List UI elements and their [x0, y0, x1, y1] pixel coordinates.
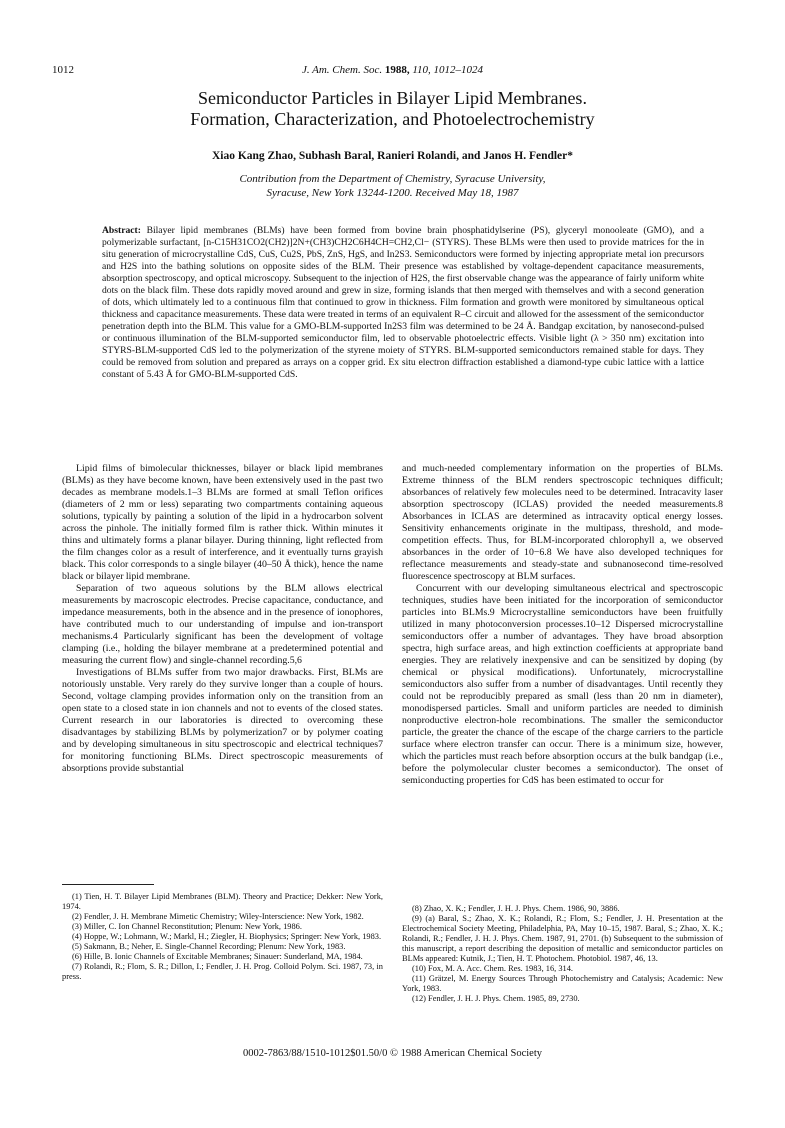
journal-year: 1988, [384, 64, 410, 76]
footnotes-left [62, 892, 383, 982]
article-title [0, 88, 785, 130]
footnote: (11) Grätzel, M. Energy Sources Through Photochemistry and Catalysis; Academic: New York, 1983. [402, 974, 723, 993]
journal-citation [0, 64, 785, 76]
body-paragraph: Lipid films of bimolecular thicknesses, bilayer or black lipid membranes (BLMs) as they have become known, have been extensively used in the past two decades as membrane models.1–3 BLMs are formed at small Teflon orifices (diameters of 2 mm or less) separating two compartments containing aqueous solutions, typically by painting a solution of the lipid in a hydrocarbon solvent across the pinhole. The initially formed film is rather thick. Within minutes it thins and ultimately forms a planar bilayer. During thinning, light reflected from the film changes color as a result of interference, and it eventually turns grayish black. This color corresponds to a single bilayer (40–50 Å thick), hence the name black or bilayer lipid membrane. [62, 463, 383, 582]
affiliation-line-1: Contribution from the Department of Chemistry, Syracuse University, [239, 173, 546, 185]
page-number: 1012 [52, 64, 74, 76]
title-line-2: Formation, Characterization, and Photoelectrochemistry [190, 109, 595, 129]
author-list: Xiao Kang Zhao, Subhash Baral, Ranieri Rolandi, and Janos H. Fendler* [211, 150, 574, 162]
body-paragraph: Concurrent with our developing simultaneous electrical and spectroscopic techniques, studies have been initiated for the incorporation of semiconductor particles into BLMs.9 Microcrystalline semiconductors have been fruitfully utilized in many photoconversion processes.10–12 Dispersed microcrystalline semiconductors offer a number of advantages. They have broad absorption spectra, high surface areas, and high extinction coefficients at appropriate band energies. They are relatively inexpensive and can be sensitized by doping (by chemical or physical modifications). Unfortunately, microcrystalline semiconductors also suffer from a number of disadvantages. Until recently they could not be reproducibly prepared as small (less than 20 nm in diameter), monodispersed particles. Small and uniform particles are needed to diminish nonproductive electron-hole recombinations. The smaller the semiconductor particle, the greater the chance of the escape of the charge carriers to the particle surface where electron transfer can occur. There is a minimum size, however, which the particles must reach before absorption occurs at the bulk bandgap (i.e., before the polymolecular cluster becomes a semiconductor). The onset of semiconducting properties for CdS has been estimated to occur for [402, 583, 723, 786]
footnote: (12) Fendler, J. H. J. Phys. Chem. 1985, 89, 2730. [412, 994, 580, 1003]
footnote: (3) Miller, C. Ion Channel Reconstitution; Plenum: New York, 1986. [72, 922, 302, 931]
footnote-divider [62, 884, 154, 885]
journal-volume-pages: 110, 1012–1024 [412, 64, 484, 76]
footnote: (5) Sakmann, B.; Neher, E. Single-Channel Recording; Plenum: New York, 1983. [72, 942, 346, 951]
footnote: (8) Zhao, X. K.; Fendler, J. H. J. Phys. Chem. 1986, 90, 3886. [412, 904, 620, 913]
footnotes-right [402, 904, 723, 1004]
footnote: (2) Fendler, J. H. Membrane Mimetic Chemistry; Wiley-Interscience: New York, 1982. [72, 912, 364, 921]
affiliation-line-2: Syracuse, New York 13244-1200. Received May 18, 1987 [266, 187, 519, 199]
title-line-1: Semiconductor Particles in Bilayer Lipid Membranes. [198, 88, 587, 108]
body-paragraph: Investigations of BLMs suffer from two major drawbacks. First, BLMs are notoriously unstable. Very rarely do they survive longer than a couple of hours. Second, voltage clamping provides information only on the transition from an open state to a closed state in ion channels and not to events of the closed states. Current research in our laboratories is directed to overcoming these disadvantages by stabilizing BLMs by polymerization7 or by polymer coating and by developing simultaneous in situ spectroscopic and electrical techniques7 for monitoring functioning BLMs. Direct spectroscopic measurements of absorptions provide substantial [62, 667, 383, 774]
footnote: (6) Hille, B. Ionic Channels of Excitable Membranes; Sinauer: Sunderland, MA, 1984. [72, 952, 363, 961]
footnote: (10) Fox, M. A. Acc. Chem. Res. 1983, 16, 314. [412, 964, 573, 973]
abstract [102, 225, 704, 381]
footnote: (7) Rolandi, R.; Flom, S. R.; Dillon, I.; Fendler, J. H. Prog. Colloid Polym. Sci. 1987, 73, in press. [62, 962, 383, 981]
body-column-left [62, 463, 383, 775]
abstract-label: Abstract: [102, 225, 141, 236]
body-paragraph: and much-needed complementary information on the properties of BLMs. Extreme thinness of the BLM renders spectroscopic techniques difficult; absorbances of relatively few molecules need to be determined. Intracavity laser absorption spectroscopy (ICLAS) provided the needed measurements.8 Absorbances in ICLAS are determined as intracavity optical energy losses. Sensitivity enhancements originate in the multipass, threshold, and mode-competition effects. Thus, for BLM-incorporated chlorophyll a, we observed absorbances in the order of 10−6.8 We have also developed techniques for reflectance measurements and steady-state and subnanosecond time-resolved fluorescence spectroscopy at BLM surfaces. [402, 463, 723, 582]
abstract-text: Bilayer lipid membranes (BLMs) have been formed from bovine brain phosphatidylserine (PS), glyceryl monooleate (GMO), and a polymerizable surfactant, [n-C15H31CO2(CH2)]2N+(CH3)CH2C6H4CH=CH2,Cl− (STYRS). These BLMs were then used to provide matrices for the in situ generation of microcrystalline CdS, CuS, Cu2S, PbS, ZnS, HgS, and In2S3. Semiconductors were formed by injecting appropriate metal ion precursors and H2S into the bathing solutions on opposite sides of the BLM. Their presence was established by voltage-dependent capacitance measurements, absorption spectroscopy, and optical microscopy. Subsequent to the injection of H2S, the first observable change was the appearance of fairly uniform white dots on the black film. These dots rapidly moved around and grew in size, forming islands that then merged with themselves and with a second generation of dots, which ultimately led to a continuous film that continued to grow in thickness. Film formation and growth were monitored by simultaneous optical thickness and capacitance measurements. These data were treated in terms of an equivalent R–C circuit and allowed for the assessment of the semiconductor penetration depth into the BLM. This value for a GMO-BLM-supported In2S3 film was determined to be 24 Å. Bandgap excitation, by nanosecond-pulsed or continuous illumination of the BLM-supported semiconductor film, led to observable photoelectric effects. Visible light (λ > 350 nm) excitation into STYRS-BLM-supported CdS led to the polymerization of the styrene moiety of STYRS. BLM-supported semiconductors remained stable for days. They could be removed from solution and prepared as arrays on a copper grid. Ex situ electron diffraction established a diamond-type cubic lattice with a lattice constant of 5.43 Å for GMO-BLM-supported CdS. [102, 225, 704, 380]
journal-name: J. Am. Chem. Soc. [301, 64, 383, 76]
page-footer: 0002-7863/88/1510-1012$01.50/0 © 1988 American Chemical Society [242, 1048, 543, 1059]
footnote: (1) Tien, H. T. Bilayer Lipid Membranes (BLM). Theory and Practice; Dekker: New York, 1974. [62, 892, 383, 911]
affiliation [0, 172, 785, 200]
body-paragraph: Separation of two aqueous solutions by the BLM allows electrical measurements by macroscopic electrodes. Precise capacitance, conductance, and impedance measurements, both in the absence and in the presence of ionophores, have contributed much to our understanding of impulse and ion-transport mechanisms.4 Particularly significant has been the development of voltage clamping (i.e., holding the bilayer membrane at a predetermined potential and measuring the current flow) and single-channel recording.5,6 [62, 583, 383, 666]
body-column-right [402, 463, 723, 787]
footnote: (9) (a) Baral, S.; Zhao, X. K.; Rolandi, R.; Flom, S.; Fendler, J. H. Presentation at the Electrochemical Society Meeting, Philadelphia, PA, May 10–15, 1987. Baral, S.; Zhao, X. K.; Rolandi, R.; Fendler, J. H. J. Phys. Chem. 1987, 91, 2701. (b) Subsequent to the submission of this manuscript, a report describing the deposition of metallic and semiconductor particles on BLMs appeared: Kutnik, J.; Tien, H. T. Photochem. Photobiol. 1987, 46, 13. [402, 914, 723, 963]
footnote: (4) Hoppe, W.; Lohmann, W.; Markl, H.; Ziegler, H. Biophysics; Springer: New York, 1983. [72, 932, 382, 941]
running-header [0, 64, 785, 78]
